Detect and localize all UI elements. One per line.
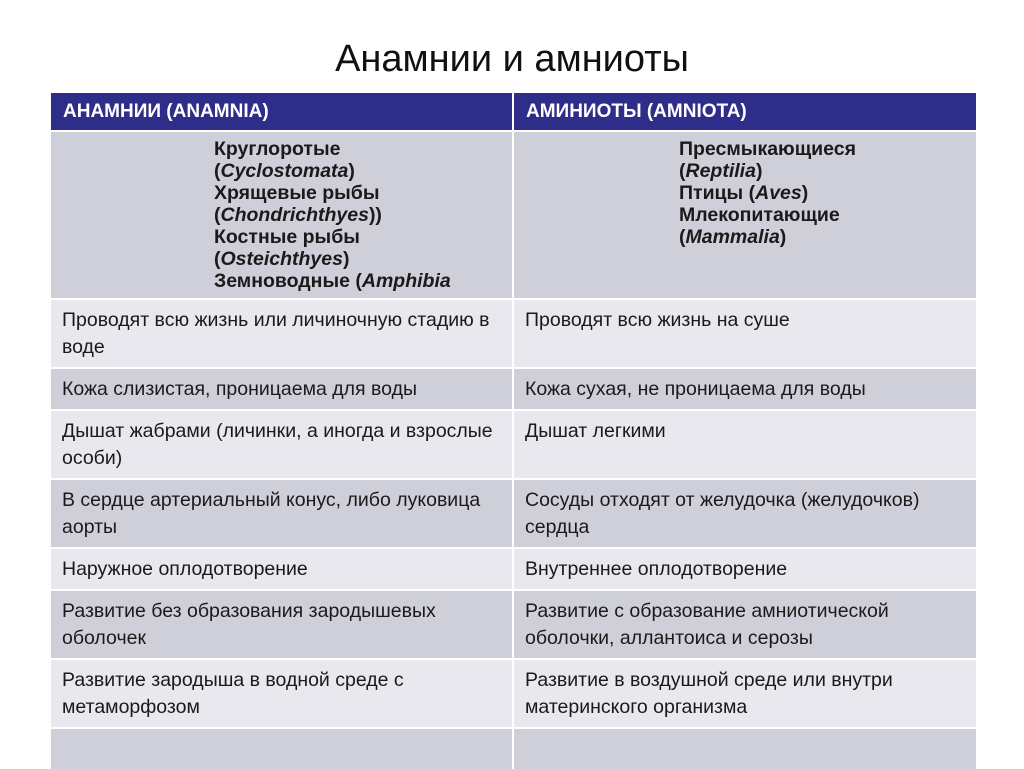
- taxon-latin-line: (Reptilia): [679, 160, 763, 182]
- anamnia-taxa-cell: [51, 131, 513, 299]
- header-amniota: АМИНИОТЫ (AMNIOTA): [513, 93, 976, 131]
- amniota-cell: Развитие с образование амниотической оболочки, аллантоиса и серозы: [513, 590, 976, 659]
- table-row: [51, 368, 976, 410]
- anamnia-cell: Развитие без образования зародышевых оболочек: [51, 590, 513, 659]
- taxon-latin-line: (Chondrichthyes)): [214, 204, 382, 226]
- taxon-latin: Aves: [755, 182, 802, 204]
- comparison-table: [51, 93, 976, 769]
- amniota-cell: Проводят всю жизнь на суше: [513, 299, 976, 368]
- taxon-name: Млекопитающие: [679, 204, 840, 226]
- table-row: [51, 479, 976, 548]
- taxon-name: Хрящевые рыбы: [214, 182, 380, 204]
- anamnia-cell: Проводят всю жизнь или личиночную стадию в воде: [51, 299, 513, 368]
- table-row: [51, 548, 976, 590]
- taxon-latin: Cyclostomata: [220, 160, 349, 182]
- amniota-taxa-cell: [513, 131, 976, 299]
- table-row: [51, 299, 976, 368]
- taxon-latin-line: (Osteichthyes): [214, 248, 350, 270]
- taxon-name: Пресмыкающиеся: [679, 138, 856, 160]
- anamnia-cell: Развитие зародыша в водной среде с метаморфозом: [51, 659, 513, 728]
- table-row: [51, 410, 976, 479]
- table-header-row: [51, 93, 976, 131]
- table-row-empty: [51, 728, 976, 769]
- anamnia-cell: Наружное оплодотворение: [51, 548, 513, 590]
- anamnia-cell: Кожа слизистая, проницаема для воды: [51, 368, 513, 410]
- taxon-latin-line: (Cyclostomata): [214, 160, 355, 182]
- table-row: [51, 659, 976, 728]
- taxon-name: Земноводные: [214, 270, 350, 292]
- taxon-latin-line: (Mammalia): [679, 226, 787, 248]
- amniota-cell: Внутреннее оплодотворение: [513, 548, 976, 590]
- amniota-taxa-list: [525, 138, 966, 248]
- anamnia-cell: [51, 728, 513, 769]
- taxon-name: Костные рыбы: [214, 226, 360, 248]
- taxon-suffix: )): [368, 204, 382, 226]
- header-anamnia: АНАМНИИ (ANAMNIA): [51, 93, 513, 131]
- taxa-row: [51, 131, 976, 299]
- taxon-name: Круглоротые: [214, 138, 341, 160]
- amniota-cell: Сосуды отходят от желудочка (желудочков) сердца: [513, 479, 976, 548]
- amniota-cell: Дышат легкими: [513, 410, 976, 479]
- taxon-suffix: ): [348, 160, 355, 182]
- taxon-suffix: ): [342, 248, 350, 270]
- amniota-cell: [513, 728, 976, 769]
- taxon-name: Птицы: [679, 182, 744, 204]
- amniota-cell: Кожа сухая, не проницаема для воды: [513, 368, 976, 410]
- anamnia-cell: Дышат жабрами (личинки, а иногда и взрослые особи): [51, 410, 513, 479]
- taxon-suffix: ): [801, 182, 809, 204]
- table-row: [51, 590, 976, 659]
- taxon-latin: Reptilia: [685, 160, 756, 182]
- anamnia-taxa-list: [62, 138, 502, 292]
- taxon-latin: Mammalia: [685, 226, 780, 248]
- taxon-line: Птицы (Aves): [679, 182, 809, 204]
- page-title: Анамнии и амниоты: [335, 38, 689, 80]
- taxon-line: Земноводные (Amphibia: [214, 270, 451, 292]
- taxon-latin: Osteichthyes: [220, 248, 343, 270]
- taxon-suffix: ): [779, 226, 787, 248]
- anamnia-cell: В сердце артериальный конус, либо луковица аорты: [51, 479, 513, 548]
- taxon-latin: Amphibia: [361, 270, 451, 292]
- amniota-cell: Развитие в воздушной среде или внутри материнского организма: [513, 659, 976, 728]
- taxon-latin: Chondrichthyes: [220, 204, 369, 226]
- taxon-suffix: ): [755, 160, 763, 182]
